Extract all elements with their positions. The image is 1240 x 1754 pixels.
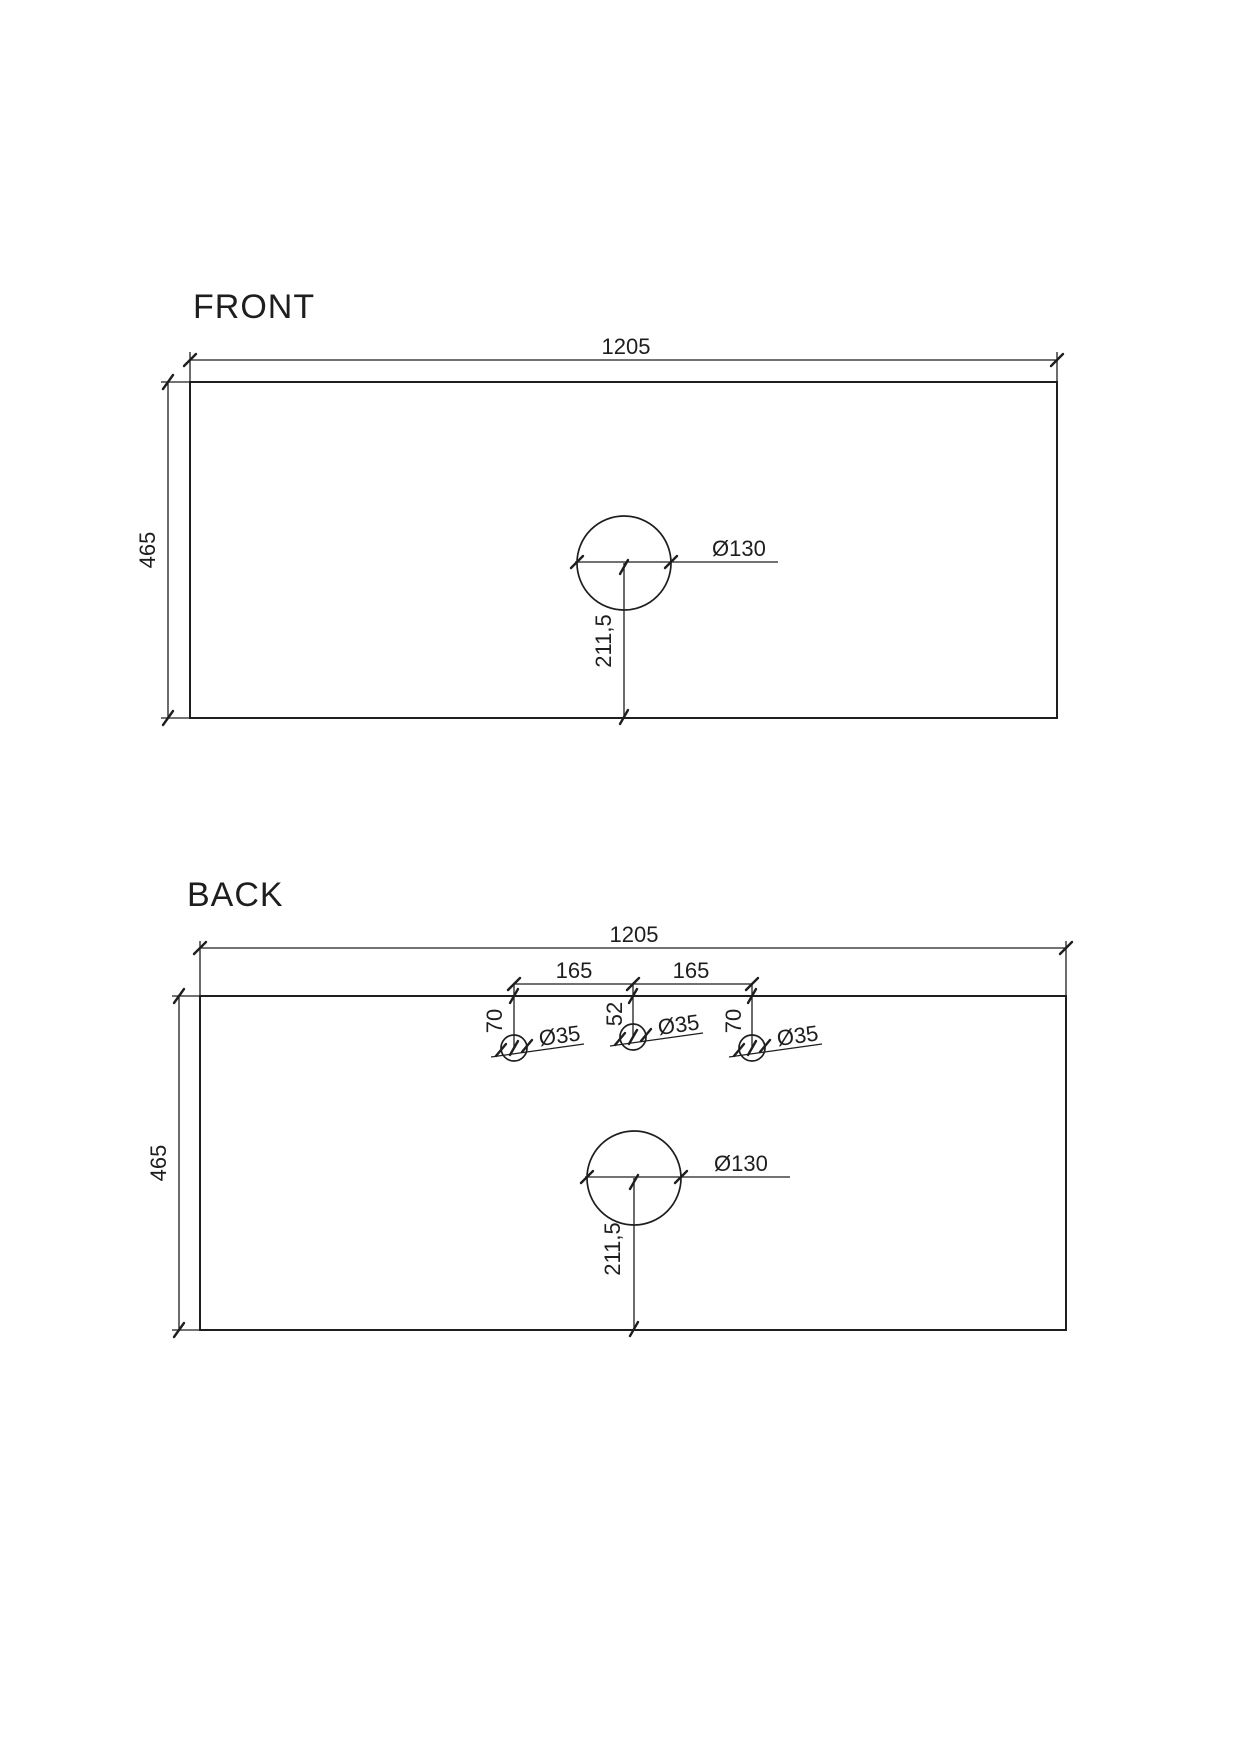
front-height-dimension <box>135 375 189 725</box>
back-basin-diameter-dimension <box>581 1151 790 1183</box>
front-width-label: 1205 <box>601 334 651 359</box>
tap-hole-right-offset-label: 70 <box>721 1008 746 1034</box>
tap-hole-middle <box>602 984 703 1050</box>
back-height-dimension <box>146 989 199 1337</box>
back-basin-offset-dimension <box>600 1175 638 1336</box>
front-width-dimension <box>184 334 1063 381</box>
front-basin-offset-dimension <box>591 560 628 724</box>
back-basin-offset-label: 211,5 <box>600 1222 625 1276</box>
front-view <box>135 288 1063 725</box>
front-basin-offset-label: 211,5 <box>591 614 616 668</box>
back-width-label: 1205 <box>609 922 659 947</box>
tap-spacing-left-label: 165 <box>555 958 593 983</box>
front-height-label: 465 <box>135 531 160 569</box>
back-view-title: BACK <box>187 876 284 914</box>
tap-hole-left-diameter-label: Ø35 <box>537 1020 582 1051</box>
tap-hole-middle-offset-label: 52 <box>602 1001 627 1027</box>
front-view-title: FRONT <box>193 288 316 326</box>
back-basin-diameter-label: Ø130 <box>714 1151 768 1176</box>
tap-hole-right-diameter-label: Ø35 <box>775 1020 820 1051</box>
front-basin-diameter-label: Ø130 <box>712 536 766 561</box>
tap-hole-left-offset-label: 70 <box>482 1008 507 1034</box>
tap-hole-middle-diameter-label: Ø35 <box>656 1009 701 1040</box>
back-panel-outline <box>200 996 1066 1330</box>
tap-spacing-right-label: 165 <box>672 958 710 983</box>
back-view <box>146 876 1072 1337</box>
front-basin-diameter-dimension <box>571 536 778 568</box>
back-height-label: 465 <box>146 1144 171 1182</box>
